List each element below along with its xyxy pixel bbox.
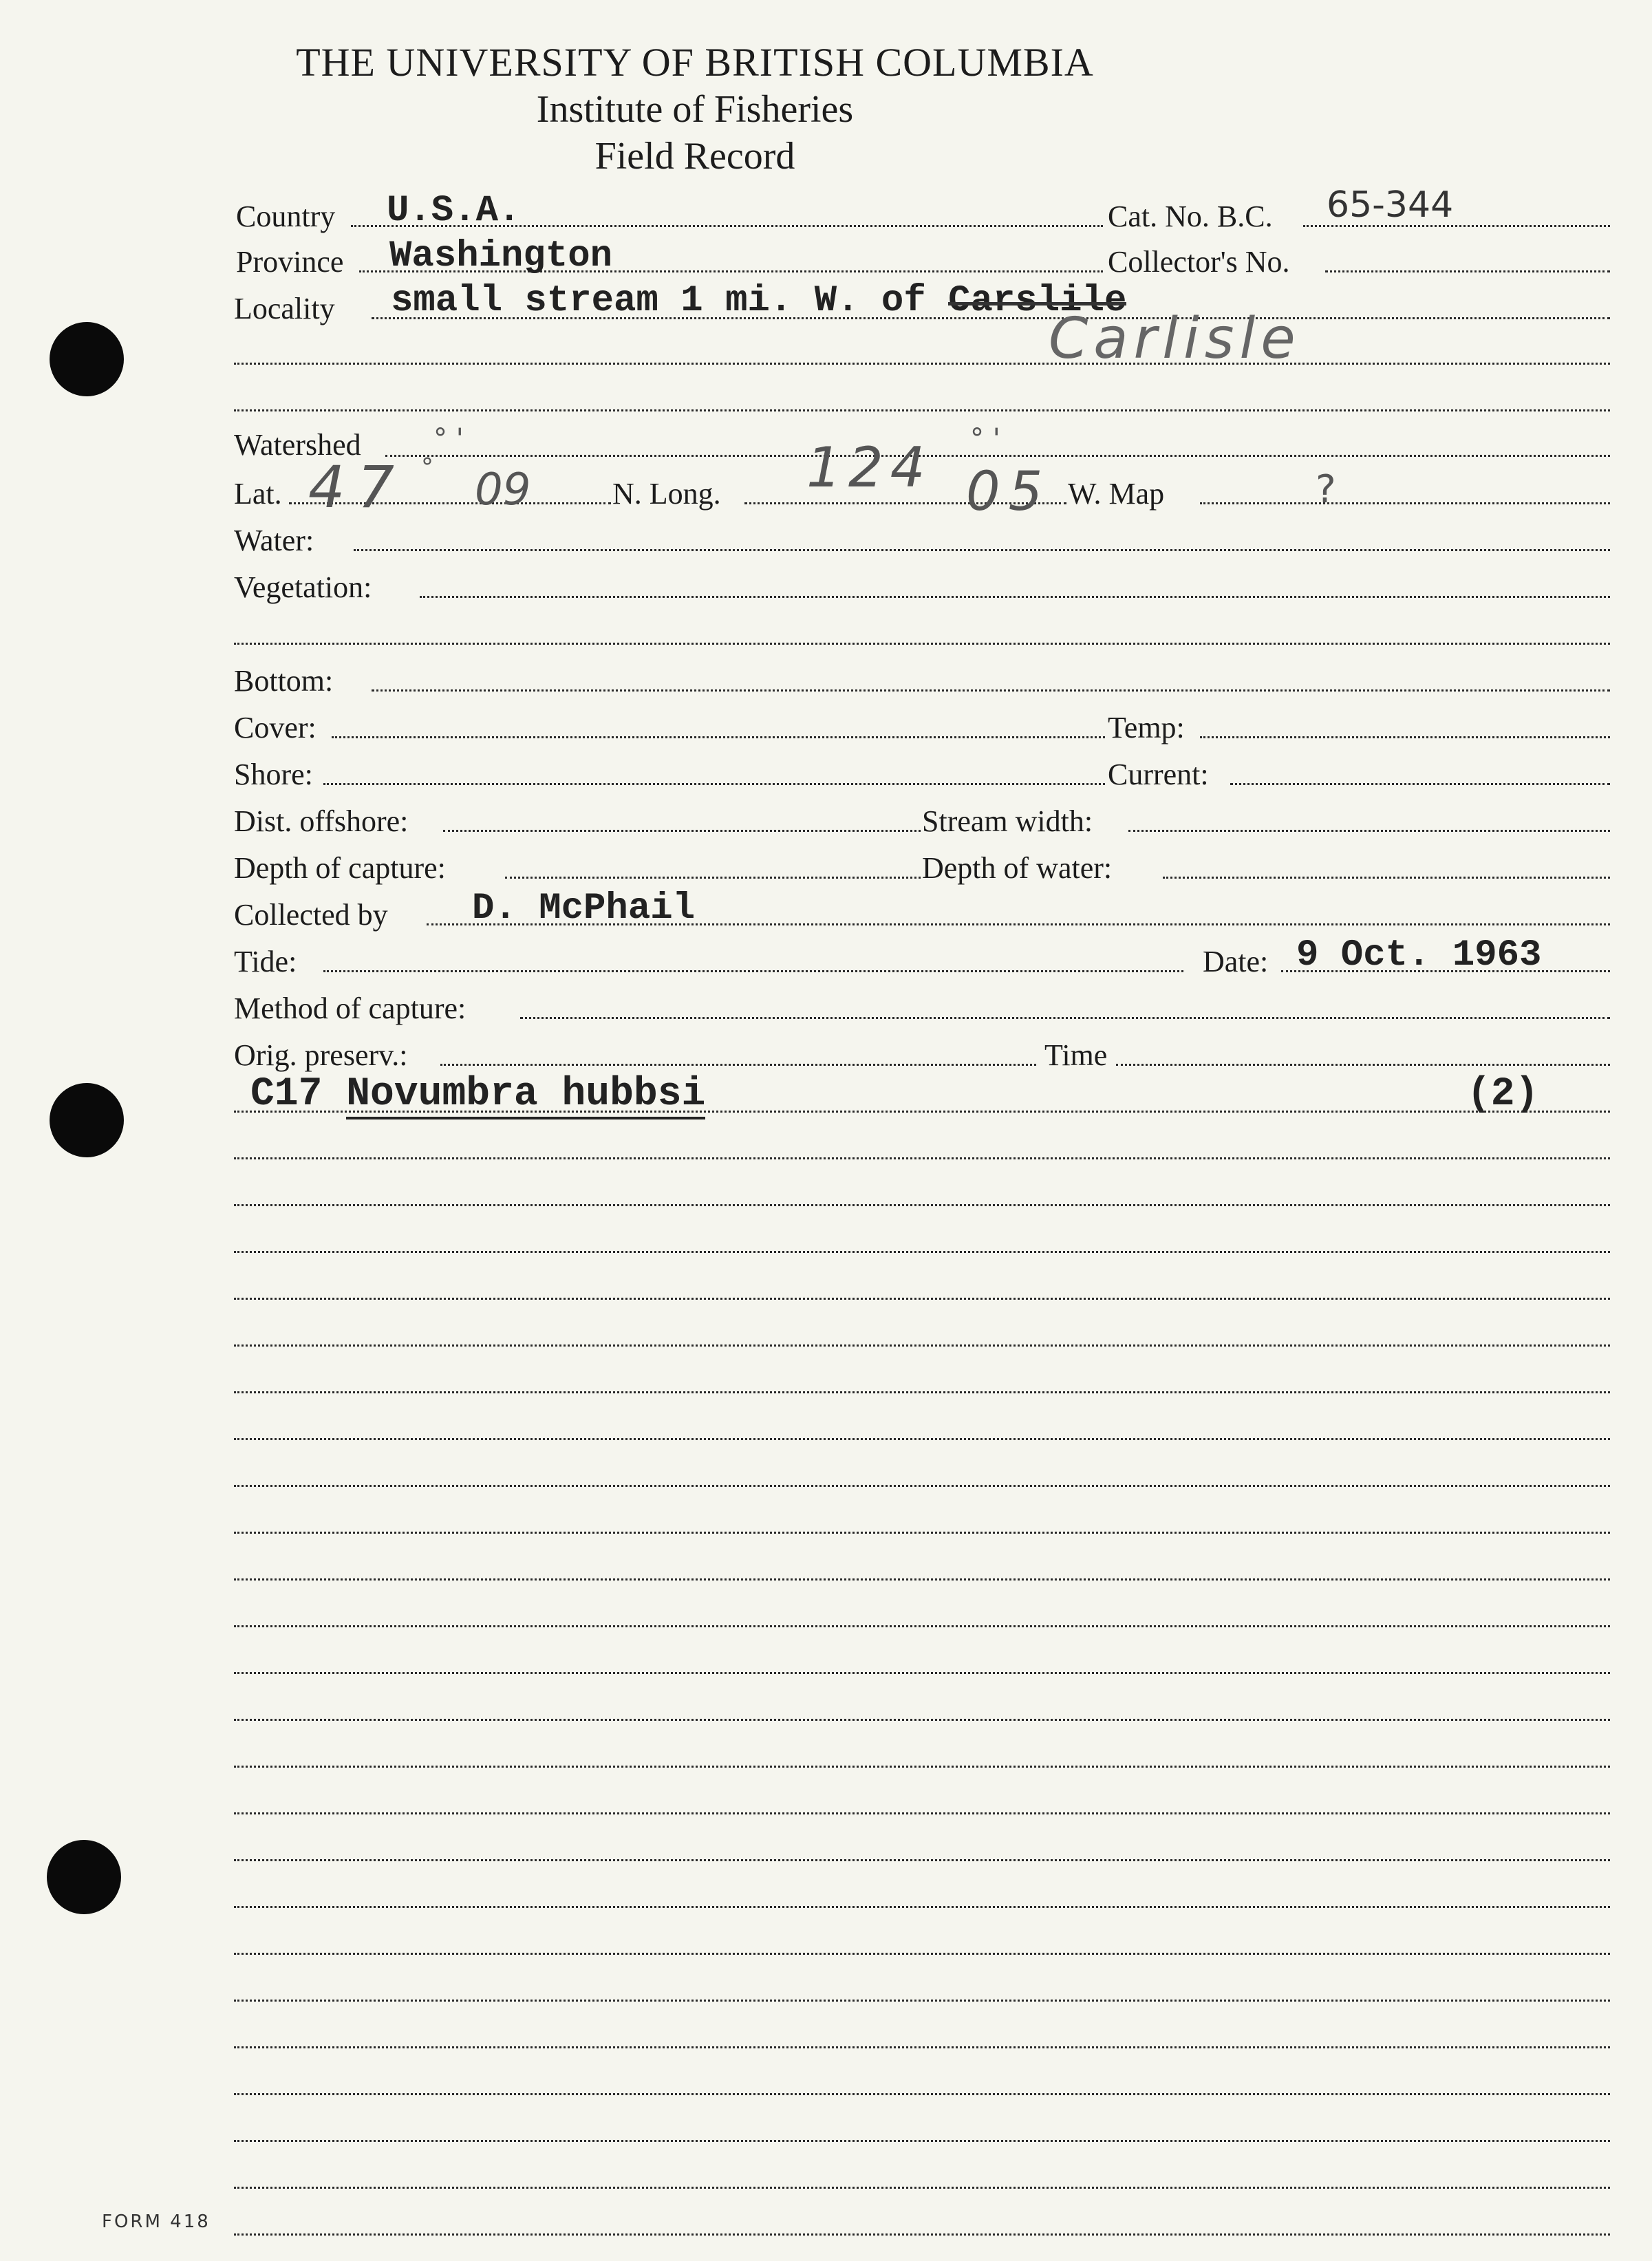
depth-of-capture-label: Depth of capture: — [234, 851, 446, 885]
ruled-line — [234, 1157, 1610, 1159]
country-label: Country — [236, 200, 336, 233]
specimen-count: (2) — [1467, 1072, 1539, 1117]
ruled-line — [234, 1344, 1610, 1347]
vegetation-line — [420, 596, 1610, 598]
province-label: Province — [236, 245, 344, 279]
dist-offshore-line — [443, 830, 921, 832]
cover-label: Cover: — [234, 711, 317, 744]
method-of-capture-line — [520, 1017, 1610, 1019]
ruled-line — [234, 1672, 1610, 1674]
form-number: FORM 418 — [102, 2211, 211, 2232]
institute-title: Institute of Fisheries — [536, 88, 854, 131]
date-value: 9 Oct. 1963 — [1296, 934, 1542, 976]
collectors-no-line — [1325, 270, 1610, 272]
ruled-line — [234, 1625, 1610, 1627]
depth-of-capture-line — [505, 877, 921, 879]
map-line — [1200, 502, 1610, 504]
time-line — [1116, 1064, 1610, 1066]
country-value: U.S.A. — [387, 190, 521, 232]
locality-line-3 — [234, 409, 1610, 411]
locality-label: Locality — [234, 292, 335, 325]
collected-by-value: D. McPhail — [472, 888, 696, 930]
bottom-line — [372, 689, 1610, 692]
time-label: Time — [1044, 1038, 1108, 1072]
orig-preserv-line — [440, 1064, 1036, 1066]
ruled-line — [234, 1766, 1610, 1768]
cat-no-value: 65-344 — [1327, 184, 1454, 226]
binder-hole-middle — [50, 1083, 124, 1157]
orig-preserv-label: Orig. preserv.: — [234, 1038, 408, 1072]
ruled-line — [234, 1906, 1610, 1908]
stream-width-label: Stream width: — [922, 804, 1093, 838]
water-line — [354, 549, 1610, 551]
locality-prefix: small stream 1 mi. W. of — [391, 280, 926, 322]
locality-line-2 — [234, 363, 1610, 365]
long-marks: ° ' — [970, 423, 1000, 455]
current-line — [1230, 783, 1610, 785]
ruled-line — [234, 2233, 1610, 2236]
depth-of-water-line — [1163, 877, 1610, 879]
tide-label: Tide: — [234, 945, 297, 978]
ruled-line — [234, 1532, 1610, 1534]
collected-by-label: Collected by — [234, 898, 388, 932]
bottom-label: Bottom: — [234, 664, 334, 698]
tide-line — [323, 970, 1183, 972]
long-minutes: 05 — [966, 461, 1051, 523]
n-long-label: N. Long. — [612, 477, 721, 511]
binder-hole-top — [50, 322, 124, 396]
locality-value — [391, 280, 1127, 322]
vegetation-line-2 — [234, 643, 1610, 645]
cat-no-label: Cat. No. B.C. — [1108, 200, 1273, 233]
species-entry — [250, 1072, 706, 1117]
temp-label: Temp: — [1108, 711, 1185, 744]
watershed-marks: ° ' — [433, 423, 464, 455]
method-of-capture-label: Method of capture: — [234, 992, 466, 1025]
ruled-line — [234, 1298, 1610, 1300]
ruled-line — [234, 1719, 1610, 1721]
depth-of-water-label: Depth of water: — [922, 851, 1113, 885]
date-label: Date: — [1203, 945, 1269, 978]
ruled-line — [234, 1391, 1610, 1393]
ruled-line — [234, 1859, 1610, 1861]
ruled-line — [234, 2140, 1610, 2142]
temp-line — [1200, 736, 1610, 738]
vegetation-label: Vegetation: — [234, 570, 372, 604]
shore-label: Shore: — [234, 758, 313, 791]
long-degrees: 124 — [806, 436, 932, 500]
ruled-line — [234, 1251, 1610, 1253]
species-name: Novumbra hubbsi — [346, 1072, 705, 1119]
ruled-line — [234, 1812, 1610, 1814]
water-label: Water: — [234, 524, 314, 557]
ruled-line — [234, 2093, 1610, 2095]
lat-label: Lat. — [234, 477, 282, 511]
cover-line — [332, 736, 1105, 738]
ruled-line — [234, 2187, 1610, 2189]
current-label: Current: — [1108, 758, 1209, 791]
locality-correction: Carlisle — [1049, 306, 1301, 372]
dist-offshore-label: Dist. offshore: — [234, 804, 409, 838]
lat-minutes: 09 — [475, 464, 531, 515]
collectors-no-label: Collector's No. — [1108, 245, 1290, 279]
watershed-label: Watershed — [234, 428, 361, 462]
watershed-line — [385, 455, 1610, 457]
w-map-label: W. Map — [1068, 477, 1165, 511]
ruled-line — [234, 1485, 1610, 1487]
binder-hole-bottom — [47, 1840, 121, 1914]
species-code: C17 — [250, 1072, 323, 1117]
ruled-line — [234, 2000, 1610, 2002]
lat-degrees: 47 — [308, 453, 407, 521]
ruled-line — [234, 1953, 1610, 1955]
stream-width-line — [1128, 830, 1610, 832]
shore-line — [323, 783, 1105, 785]
ruled-line — [234, 2046, 1610, 2048]
ruled-line — [234, 1438, 1610, 1440]
map-value: ? — [1316, 467, 1336, 512]
locality-struck-word: Carslile — [948, 280, 1127, 322]
ruled-line — [234, 1578, 1610, 1580]
record-title: Field Record — [594, 135, 795, 178]
ruled-line — [234, 1204, 1610, 1206]
province-value: Washington — [389, 235, 613, 277]
lat-degree-mark: ° — [421, 453, 433, 482]
university-title: THE UNIVERSITY OF BRITISH COLUMBIA — [296, 40, 1094, 85]
